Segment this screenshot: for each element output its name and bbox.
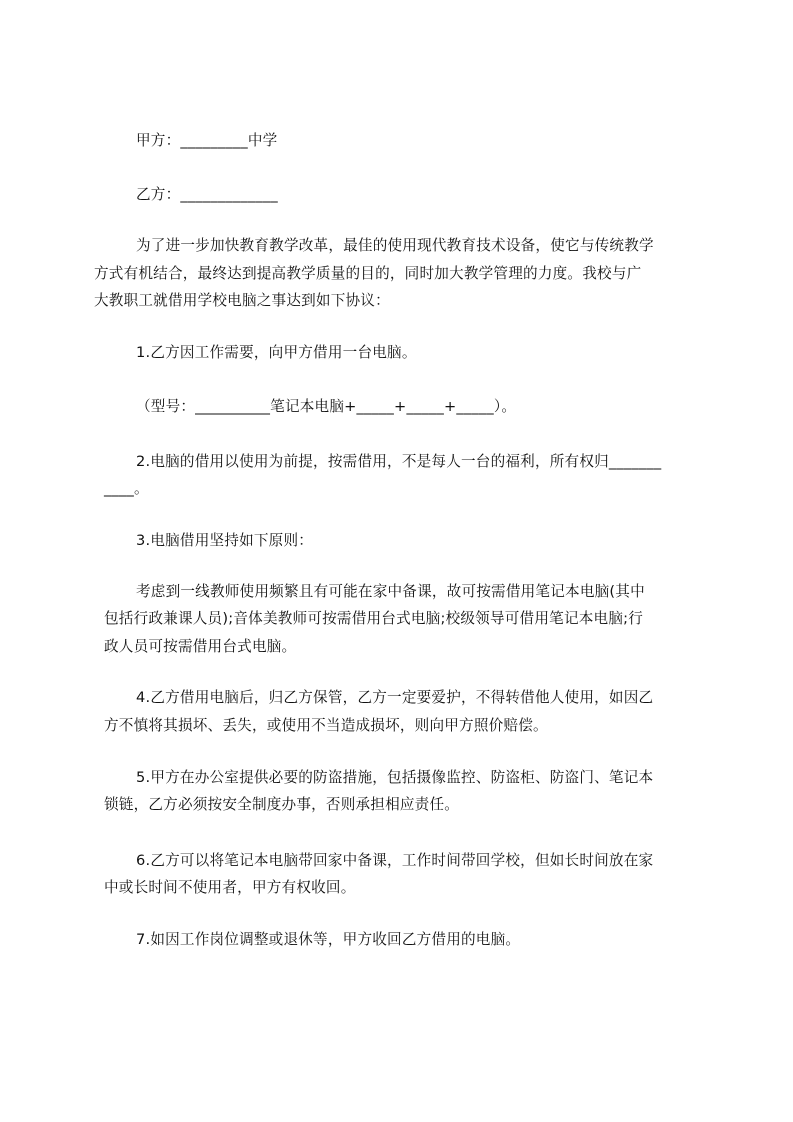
clause-3: 3.电脑借用坚持如下原则： — [136, 532, 314, 549]
clause-2-line-2: ____。 — [104, 480, 149, 497]
clause-1: 1.乙方因工作需要，向甲方借用一台电脑。 — [136, 344, 417, 361]
intro-line-3: 大教职工就借用学校电脑之事达到如下协议： — [94, 292, 390, 309]
model-line: （型号：__________笔记本电脑+_____+_____+_____）。 — [136, 398, 517, 415]
clause-4-line-1: 4.乙方借用电脑后，归乙方保管，乙方一定要爱护，不得转借他人使用，如因乙 — [136, 689, 654, 706]
clause-4-line-2: 方不慎将其损坏、丢失，或使用不当造成损坏，则向甲方照价赔偿。 — [104, 717, 548, 734]
clause-6-line-2: 中或长时间不使用者，甲方有权收回。 — [104, 879, 356, 896]
principles-line-1: 考虑到一线教师使用频繁且有可能在家中备课，故可按需借用笔记本电脑(其中 — [136, 583, 645, 600]
clause-6-line-1: 6.乙方可以将笔记本电脑带回家中备课，工作时间带回学校，但如长时间放在家 — [136, 852, 654, 869]
clause-5-line-2: 锁链，乙方必须按安全制度办事，否则承担相应责任。 — [104, 796, 460, 813]
intro-line-1: 为了进一步加快教育教学改革，最佳的使用现代教育技术设备，使它与传统教学 — [136, 237, 654, 254]
clause-2-line-1: 2.电脑的借用以使用为前提，按需借用，不是每人一台的福利，所有权归_______ — [136, 453, 662, 470]
clause-7: 7.如因工作岗位调整或退休等，甲方收回乙方借用的电脑。 — [136, 931, 521, 948]
intro-line-2: 方式有机结合，最终达到提高教学质量的目的，同时加大教学管理的力度。我校与广 — [94, 265, 642, 282]
party-a-line: 甲方：_________中学 — [136, 132, 278, 149]
party-b-line: 乙方：_____________ — [136, 186, 278, 203]
principles-line-2: 包括行政兼课人员);音体美教师可按需借用台式电脑;校级领导可借用笔记本电脑;行 — [104, 610, 644, 627]
clause-5-line-1: 5.甲方在办公室提供必要的防盗措施，包括摄像监控、防盗柜、防盗门、笔记本 — [136, 769, 654, 786]
principles-line-3: 政人员可按需借用台式电脑。 — [104, 638, 297, 655]
